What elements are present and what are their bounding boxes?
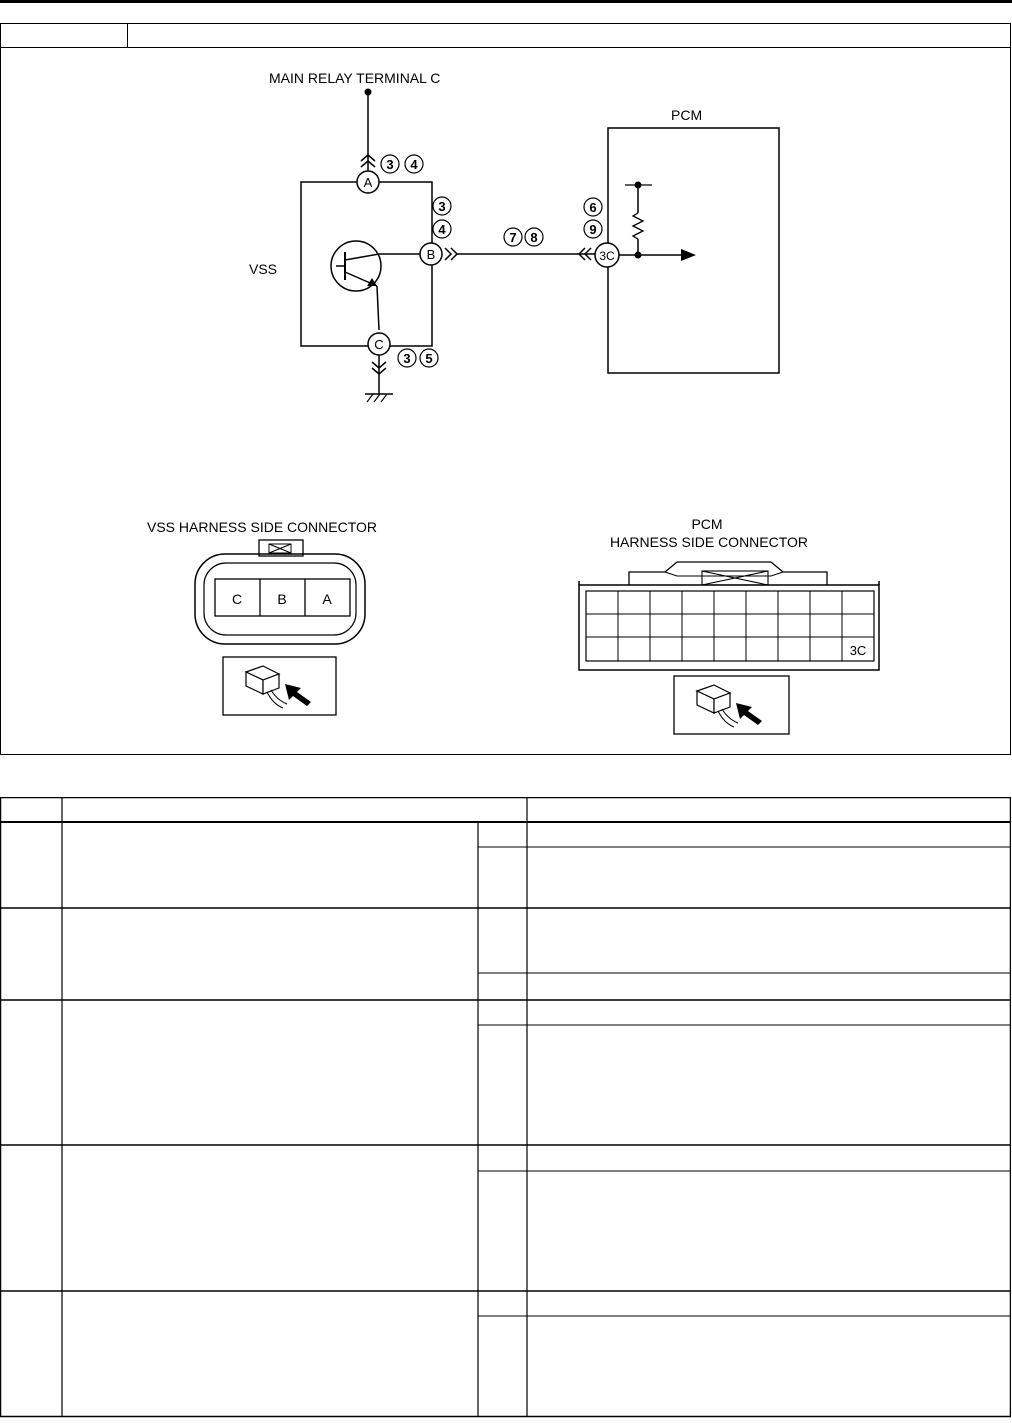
vss-pin-b: B [277, 591, 287, 607]
wire-ref-b-side [433, 197, 451, 238]
svg-text:4: 4 [410, 157, 418, 172]
troubleshooting-table [0, 797, 1011, 1417]
circuit-diagram [1, 24, 1012, 756]
pcm-box [608, 128, 779, 373]
svg-text:4: 4 [438, 222, 446, 237]
svg-text:8: 8 [530, 230, 538, 245]
main-relay-label: MAIN RELAY TERMINAL C [269, 70, 441, 86]
wire-ref-a-top [381, 155, 423, 173]
svg-text:3: 3 [386, 157, 394, 172]
vss-connector-title: VSS HARNESS SIDE CONNECTOR [147, 519, 378, 535]
pcm-connector-title-1: PCM [691, 516, 723, 532]
resistor-symbol [633, 213, 643, 239]
vss-box [301, 182, 432, 346]
ground-icon [365, 394, 393, 402]
vss-pin-a: A [322, 591, 332, 607]
harness-view-icon [674, 676, 789, 734]
pcm-pin-3c: 3C [849, 643, 867, 658]
pcm-connector-title-2: HARNESS SIDE CONNECTOR [609, 534, 809, 550]
connector-chevron-icon [445, 248, 451, 260]
wire-ref-pcm-side [584, 198, 602, 238]
svg-text:7: 7 [509, 230, 517, 245]
pcm-connector-drawing [579, 562, 879, 670]
wire-ref-mid [504, 228, 543, 246]
steps-grid [0, 797, 1011, 1418]
top-rule [0, 0, 1012, 3]
wiring-diagram-panel [0, 23, 1011, 755]
svg-text:C: C [374, 337, 384, 352]
wire-ref-c-bottom [398, 349, 438, 367]
pcm-label: PCM [671, 107, 703, 123]
vss-pin-c: C [231, 591, 243, 607]
svg-text:3: 3 [438, 199, 446, 214]
svg-text:9: 9 [589, 222, 597, 237]
svg-text:5: 5 [425, 351, 433, 366]
svg-text:B: B [426, 247, 436, 262]
svg-text:6: 6 [589, 200, 597, 215]
harness-view-icon [223, 657, 336, 715]
svg-text:3C: 3C [599, 249, 615, 263]
svg-text:A: A [363, 175, 373, 190]
vss-label: VSS [249, 261, 278, 277]
signal-arrow-icon [681, 249, 696, 261]
svg-text:3: 3 [403, 351, 411, 366]
